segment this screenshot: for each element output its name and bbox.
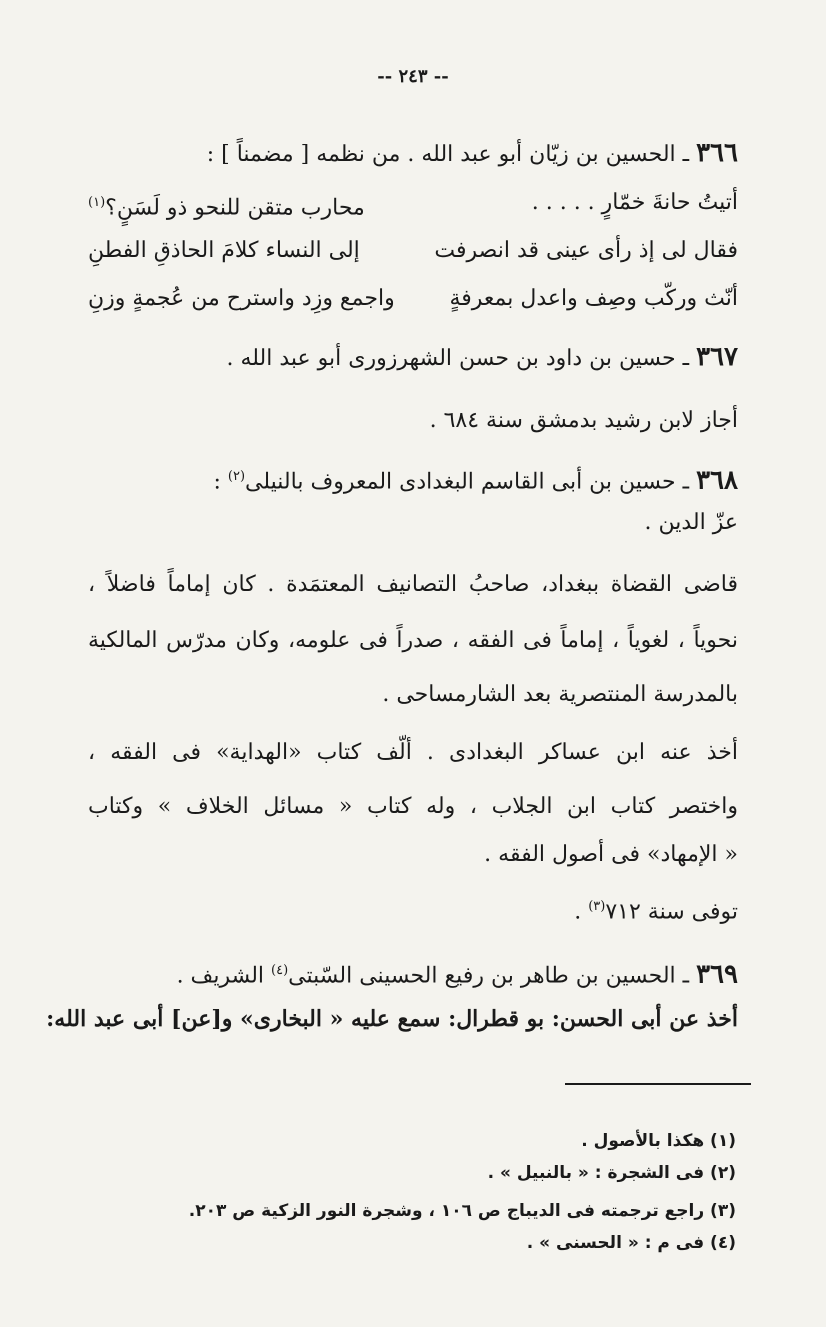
footnote-2: (٢) فى الشجرة : « بالنبيل » .: [487, 1163, 736, 1183]
paragraph-line: نحوياً ، لغوياً ، إماماً فى الفقه ، صدراً فى علومه، وكان مدرّس المالكية: [88, 628, 738, 653]
entry-heading-text: ـ حسين بن داود بن حسن الشهرزورى أبو عبد الله .: [226, 346, 697, 371]
footnote-4: (٤) فى م : « الحسنى » .: [526, 1233, 736, 1253]
verse-hemistich-second: [88, 188, 365, 223]
entry-number: ٣٦٧: [696, 342, 738, 372]
paragraph-line: قاضى القضاة ببغداد، صاحبُ التصانيف المعتمَدة . كان إماماً فاضلاً ،: [88, 572, 738, 597]
death-year: [88, 892, 738, 927]
paragraph-line: أخذ عن أبى الحسن: بو قطرال: سمع عليه « البخارى» و[عن] أبى عبد الله:: [46, 1006, 738, 1032]
paragraph-line: أخذ عنه ابن عساكر البغدادى . ألّف كتاب «الهداية» فى الفقه ،: [88, 740, 738, 765]
verse-hemistich-first: فقال لى إذ رأى عينى قد انصرفت: [434, 238, 738, 263]
paragraph-line: واختصر كتاب ابن الجلاب ، وله كتاب « مسائل الخلاف » وكتاب: [88, 794, 738, 819]
footnote-1: (١) هكذا بالأصول .: [581, 1131, 736, 1151]
footnote-marker: (٤): [271, 963, 289, 978]
entry-heading-text: ـ حسين بن أبى القاسم البغدادى المعروف بالنيلى: [245, 469, 697, 495]
entry-heading-tail: الشريف .: [176, 963, 272, 989]
verse-hemistich-first: أنّث وركّب وصِف واعدل بمعرفةٍ: [449, 286, 738, 311]
footnote-3: (٣) راجع ترجمته فى الديباج ص ١٠٦ ، وشجرة النور الزكية ص ٢٠٣.: [188, 1201, 736, 1221]
verse-hemistich-second: واجمع وزِد واسترح من عُجمةٍ وزنِ: [88, 286, 395, 311]
entry-number: ٣٦٦: [696, 138, 738, 168]
page-number: -- ٢٤٣ --: [377, 66, 449, 87]
verse-hemistich-first: أتيتُ حانةَ خمّارٍ . . . . .: [531, 190, 738, 215]
entry-heading-line2: عزّ الدين .: [644, 510, 738, 535]
paragraph-line: أجاز لابن رشيد بدمشق سنة ٦٨٤ .: [429, 408, 738, 433]
entry-heading-367: [88, 342, 738, 374]
footnote-marker: (٢): [227, 469, 246, 484]
paragraph-line: بالمدرسة المنتصرية بعد الشارمساحى .: [382, 682, 738, 707]
entry-number: ٣٦٨: [696, 465, 738, 496]
entry-heading-tail: :: [213, 469, 228, 495]
footnote-marker: (١): [88, 195, 106, 210]
entry-heading-368: [88, 462, 738, 497]
verse-hemistich-text: محارب متقن للنحو ذو لَسَنٍ؟: [105, 195, 365, 221]
paragraph-line: « الإمهاد» فى أصول الفقه .: [484, 842, 738, 867]
footnote-marker: (٣): [588, 899, 606, 914]
entry-heading-369: [88, 956, 738, 991]
verse-hemistich-second: إلى النساء كلامَ الحاذقِ الفطنِ: [88, 238, 360, 263]
entry-heading-text: ـ الحسين بن طاهر بن رفيع الحسينى السّبتى: [288, 963, 697, 989]
entry-heading-366: [88, 138, 738, 170]
death-text: توفى سنة ٧١٢: [605, 899, 738, 925]
entry-number: ٣٦٩: [696, 959, 738, 990]
entry-heading-text: ـ الحسين بن زيّان أبو عبد الله . من نظمه [ مضمناً ] :: [206, 142, 697, 167]
death-tail: .: [574, 899, 589, 925]
footnote-separator: [565, 1083, 751, 1085]
